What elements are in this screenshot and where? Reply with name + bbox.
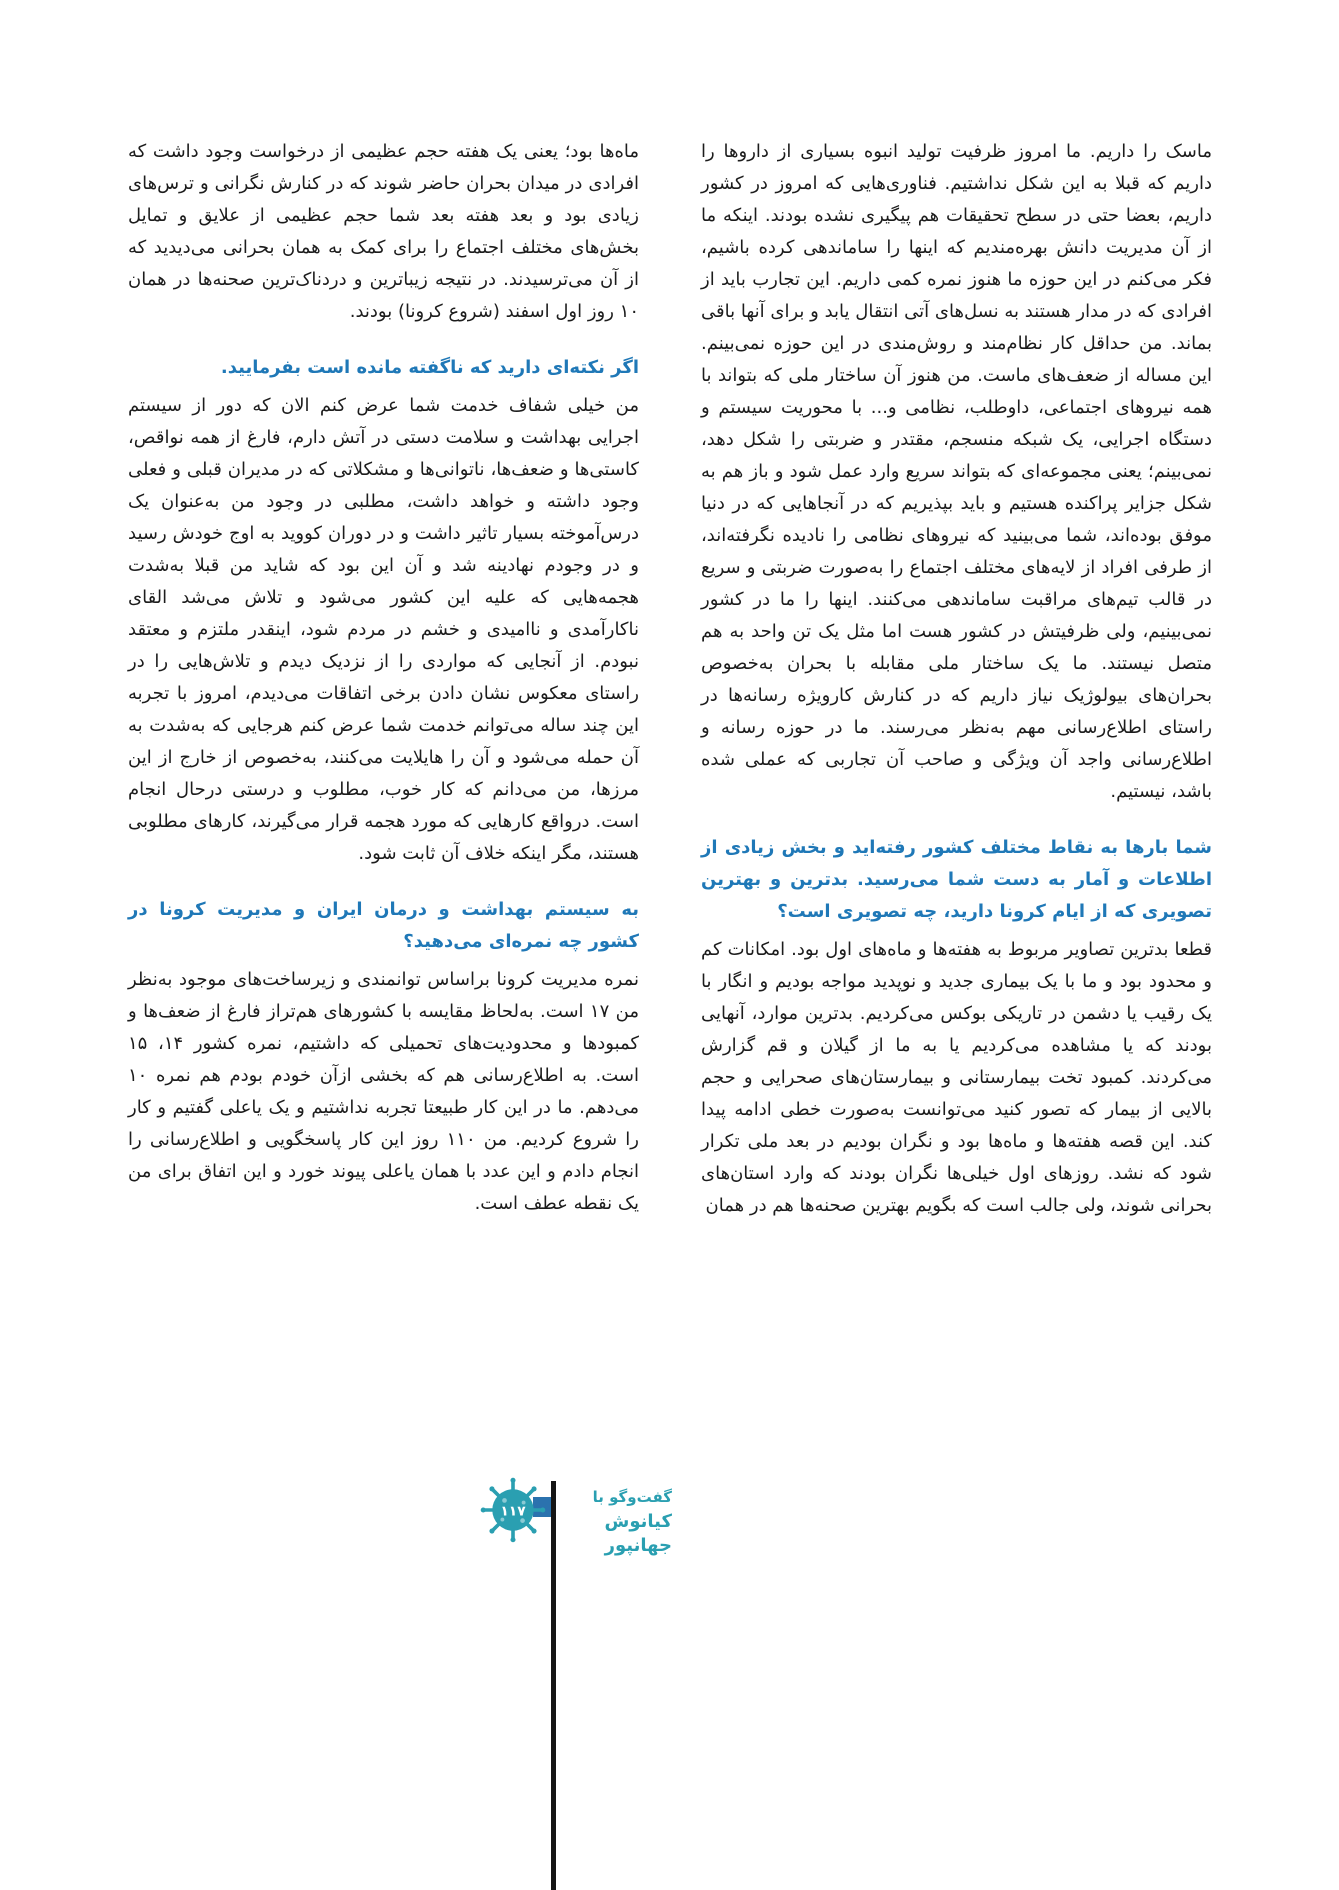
virus-icon	[479, 1476, 547, 1544]
article-columns	[128, 136, 1212, 1222]
interviewee-name: کیانوش جهانپور	[604, 1511, 672, 1556]
column-left	[128, 136, 639, 1222]
question-heading: به سیستم بهداشت و درمان ایران و مدیریت کرونا در کشور چه نمره‌ای می‌دهید؟	[128, 899, 639, 952]
question-heading: اگر نکته‌ای دارید که ناگفته مانده است بفرمایید.	[220, 357, 639, 378]
footer-kicker: گفت‌وگو با	[592, 1488, 672, 1506]
page-number: ۱۱۷	[500, 1503, 526, 1520]
column-right	[701, 136, 1212, 1222]
answer-paragraph: ماه‌ها بود؛ یعنی یک هفته حجم عظیمی از درخواست وجود داشت که افرادی در میدان بحران حاضر شوند که در کنارش نگرانی و ترس‌های زیادی بود و بعد هفته بعد شما حجم عظیمی از علایق و تمایل بخش‌های مختلف اجتماع را برای کمک به همان بحرانی می‌دیدید که از آن می‌ترسیدند. در نتیجه زیباترین و دردناک‌ترین صحنه‌ها در همان ۱۰ روز اول اسفند (شروع کرونا) بودند.	[128, 141, 639, 322]
answer-paragraph: من خیلی شفاف خدمت شما عرض کنم الان که دور از سیستم اجرایی بهداشت و سلامت دستی در آتش دارم، فارغ از همه نواقص، کاستی‌ها و ضعف‌ها، ناتوانی‌ها و مشکلاتی که در مدیران قبلی و فعلی وجود داشته و خواهد داشت، مطلبی در وجود من به‌عنوان یک درس‌آموخته بسیار تاثیر داشت و در دوران کووید به اوج خودش رسید و در وجودم نهادینه شد و آن این بود که شاید من قبلا به‌شدت هجمه‌هایی که علیه این کشور می‌شود و تلاش می‌شد القای ناکارآمدی و ناامیدی و خشم در مردم شود، اینقدر ملتزم و معتقد نبودم. از آنجایی که مواردی را از نزدیک دیدم و تلاش‌هایی را در راستای معکوس نشان دادن برخی اتفاقات می‌دیدم، امروز با تجربه این چند ساله می‌توانم خدمت شما عرض کنم هرجایی که به‌شدت به آن حمله می‌شود و آن را هایلایت می‌کنند، به‌خصوص از خارج از این مرزها، من می‌دانم که کار خوب، مطلوب و درستی درحال انجام است. درواقع کارهایی که مورد هجمه قرار می‌گیرند، کارهای مطلوبی هستند، مگر اینکه خلاف آن ثابت شود.	[128, 395, 639, 864]
answer-paragraph: نمره مدیریت کرونا براساس توانمندی و زیرساخت‌های موجود به‌نظر من ۱۷ است. به‌لحاظ مقایسه با کشورهای هم‌تراز فارغ از ضعف‌ها و کمبودها و محدودیت‌های تحمیلی که داشتیم، نمره کشور ۱۴، ۱۵ است. به اطلاع‌رسانی هم که بخشی ازآن خودم بودم هم نمره ۱۰ می‌دهم. ما در این کار طبیعتا تجربه نداشتیم و یک یاعلی گفتیم و کار را شروع کردیم. من ۱۱۰ روز این کار پاسخگویی و اطلاع‌رسانی را انجام دادم و این عدد با همان یاعلی پیوند خورد و این اتفاق برای من یک نقطه عطف است.	[128, 969, 639, 1214]
footer-label	[566, 1487, 672, 1558]
question-heading: شما بارها به نقاط مختلف کشور رفته‌اید و بخش زیادی از اطلاعات و آمار به دست شما می‌رسید. بدترین و بهترین تصویری که از ایام کرونا دارید، چه تصویری است؟	[701, 837, 1212, 922]
footer-rule	[551, 1481, 556, 1890]
answer-paragraph: ماسک را داریم. ما امروز ظرفیت تولید انبوه بسیاری از داروها را داریم که قبلا به این شکل نداشتیم. فناوری‌هایی که امروز در کشور داریم، بعضا حتی در سطح تحقیقات هم پیگیری نشده بودند. اینکه ما از آن مدیریت دانش بهره‌مندیم که اینها را ساماندهی کرده باشیم، فکر می‌کنم در این حوزه ما هنوز نمره کمی داریم. این تجارب باید از افرادی که در مدار هستند به نسل‌های آتی انتقال یابد و برای آنها باقی بماند. من حداقل کار نظام‌مند و روش‌مندی در این حوزه نمی‌بینم. این مساله از ضعف‌های ماست. من هنوز آن ساختار ملی که بتواند با همه نیروهای اجتماعی، داوطلب، نظامی و... با محوریت سیستم و دستگاه اجرایی، یک شبکه منسجم، مقتدر و ضربتی را شکل دهد، نمی‌بینم؛ یعنی مجموعه‌ای که بتواند سریع وارد عمل شود و باز هم به شکل جزایر پراکنده هستیم و باید بپذیریم که در آنجاهایی که در دنیا موفق بوده‌اند، شما می‌بینید که نیروهای نظامی را نادیده نگرفته‌اند، از طرفی افراد از لایه‌های مختلف اجتماع را به‌صورت ضربتی و سریع در قالب تیم‌های مراقبت ساماندهی می‌کنند. اینها را ما در کشور نمی‌بینیم، ولی ظرفیتش در کشور هست اما مثل یک تن واحد به هم متصل نیستند. ما یک ساختار ملی مقابله با بحران به‌خصوص بحران‌های بیولوژیک نیاز داریم که در کنارش کارویژه رسانه‌ها در راستای اطلاع‌رسانی مهم به‌نظر می‌رسند. ما در حوزه رسانه و اطلاع‌رسانی واجد آن ویژگی و صاحب آن تجاربی که عملی شده باشد، نیستیم.	[701, 141, 1212, 802]
answer-paragraph: قطعا بدترین تصاویر مربوط به هفته‌ها و ماه‌های اول بود. امکانات کم و محدود بود و ما با یک بیماری جدید و نوپدید مواجه بودیم و انگار با یک رقیب یا دشمن در تاریکی بوکس می‌کردیم. بدترین موارد، آنهایی بودند که یا مشاهده می‌کردیم یا به ما از گیلان و قم گزارش می‌کردند. کمبود تخت بیمارستانی و بیمارستان‌های صحرایی و حجم بالایی از بیمار که تصور کنید می‌توانست به‌صورت خطی ادامه پیدا کند. این قصه هفته‌ها و ماه‌ها بود و نگران بودیم در بعد ملی تکرار شود که نشد. روزهای اول خیلی‌ها نگران بودند که وارد استان‌های بحرانی شوند، ولی جالب است که بگویم بهترین صحنه‌ها هم در همان	[701, 939, 1212, 1216]
